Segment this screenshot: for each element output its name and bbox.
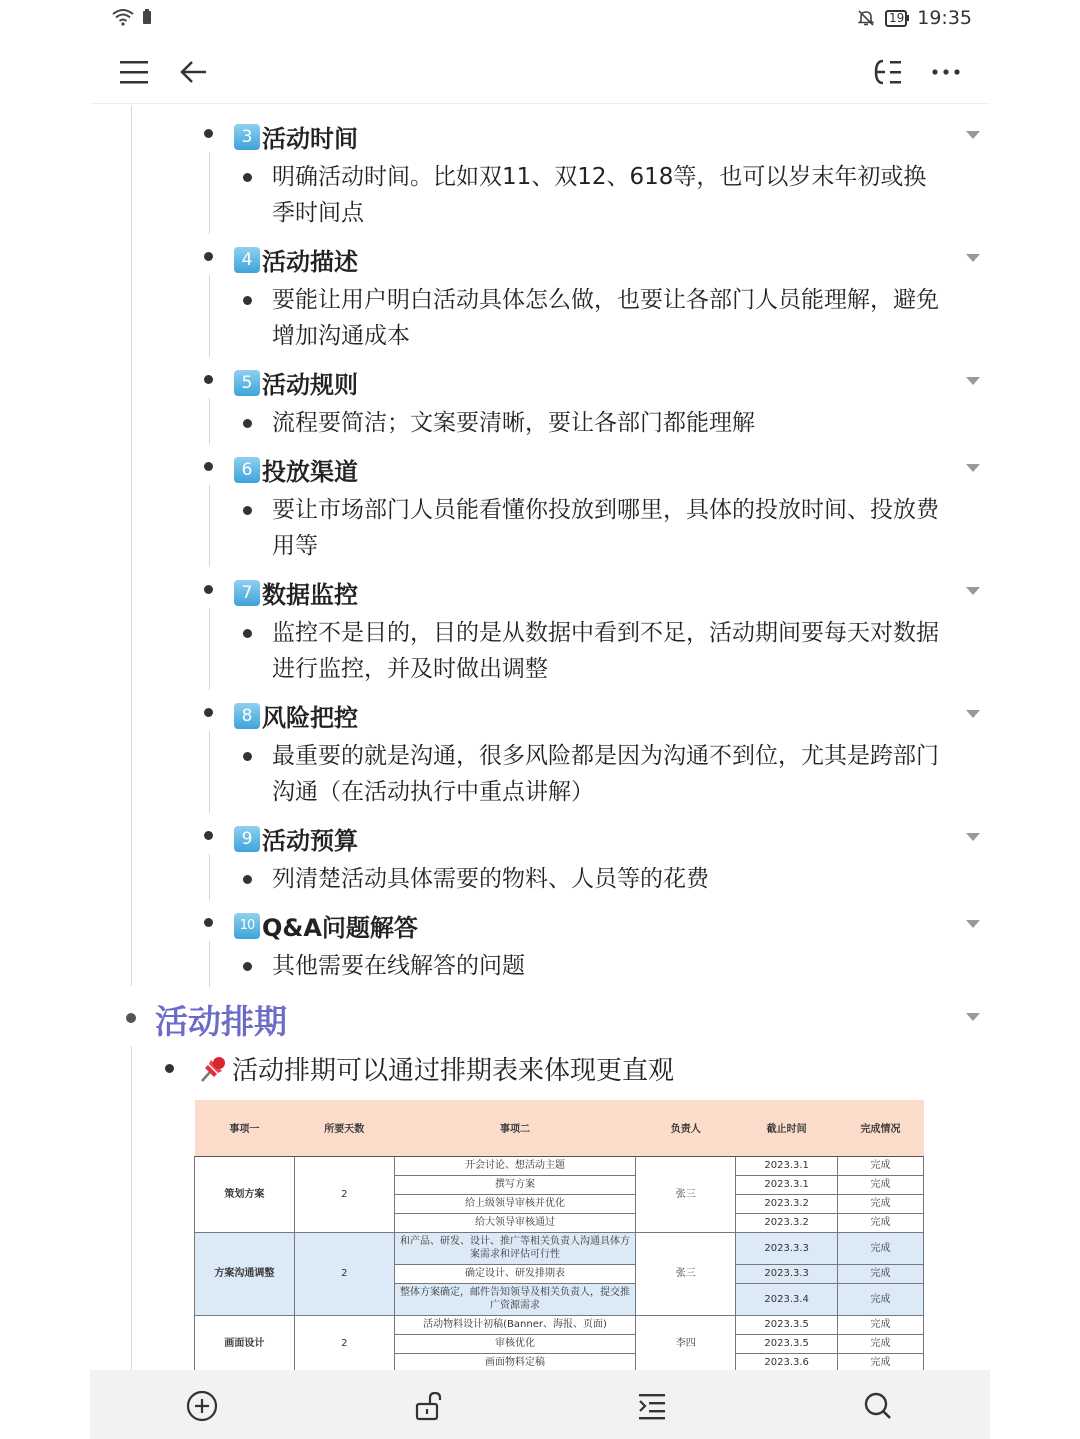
section-body[interactable]: 其他需要在线解答的问题 [272, 953, 525, 979]
keycap-8-icon: 8 [234, 703, 260, 729]
table-cell: 完成 [838, 1353, 924, 1370]
section-title-text: 投放渠道 [262, 458, 358, 486]
table-cell: 2023.3.6 [736, 1353, 838, 1370]
section-title-text: 活动预算 [262, 827, 358, 855]
outline-collapse-icon [873, 59, 903, 85]
table-cell: 撰写方案 [394, 1175, 636, 1194]
collapse-caret[interactable] [966, 464, 980, 472]
keycap-4-icon: 4 [234, 247, 260, 273]
sim-battery-icon [142, 9, 152, 25]
bullet [243, 875, 252, 884]
search-icon [863, 1391, 893, 1421]
bullet [243, 419, 252, 428]
section-title-channels[interactable] [234, 452, 358, 487]
collapse-caret[interactable] [966, 710, 980, 718]
table-cell: 完成 [838, 1315, 924, 1334]
header-cell: 截止时间 [736, 1100, 838, 1156]
bullet [165, 1064, 174, 1073]
bullet [243, 752, 252, 761]
collapse-caret[interactable] [966, 377, 980, 385]
collapse-caret[interactable] [966, 920, 980, 928]
section-title-text: 活动时间 [262, 125, 358, 153]
guide-line [209, 941, 210, 987]
collapse-caret[interactable] [966, 1013, 980, 1021]
header-cell: 所要天数 [294, 1100, 394, 1156]
table-cell: 完成 [838, 1334, 924, 1353]
bullet [204, 462, 213, 471]
plus-circle-icon [186, 1390, 218, 1422]
table-cell: 完成 [838, 1156, 924, 1175]
section-body[interactable]: 流程要简洁；文案要清晰，要让各部门都能理解 [272, 410, 755, 436]
bullet [243, 506, 252, 515]
back-button[interactable] [170, 48, 218, 96]
collapse-caret[interactable] [966, 131, 980, 139]
section-title-text: 活动描述 [262, 248, 358, 276]
table-cell: 完成 [838, 1175, 924, 1194]
bullet [204, 831, 213, 840]
table-cell: 2 [294, 1156, 394, 1232]
section-title-description[interactable] [234, 242, 358, 277]
table-cell: 张三 [636, 1156, 736, 1232]
section-title-monitoring[interactable] [234, 575, 358, 610]
guide-line [209, 485, 210, 567]
table-cell: 画面物料定稿 [394, 1353, 636, 1370]
top-toolbar [90, 40, 990, 104]
bullet [243, 296, 252, 305]
section-body[interactable]: 明确活动时间。比如双11、双12、618等，也可以岁末年初或换季时间点 [272, 164, 927, 226]
bullet [243, 629, 252, 638]
outline-format-button[interactable] [632, 1386, 672, 1426]
schedule-table [194, 1100, 928, 1370]
table-cell: 张三 [636, 1232, 736, 1315]
keycap-3-icon: 3 [234, 124, 260, 150]
battery-level: 19 [888, 10, 905, 25]
table-cell: 2023.3.4 [736, 1283, 838, 1315]
section-title-text: 风险把控 [262, 704, 358, 732]
unlock-button[interactable] [409, 1386, 449, 1426]
collapse-caret[interactable] [966, 587, 980, 595]
bullet [204, 129, 213, 138]
table-cell: 开会讨论、想活动主题 [394, 1156, 636, 1175]
table-cell: 2 [294, 1232, 394, 1315]
keycap-5-icon: 5 [234, 370, 260, 396]
header-cell: 完成情况 [838, 1100, 924, 1156]
bullet [204, 585, 213, 594]
schedule-note-text: 活动排期可以通过排期表来体现更直观 [232, 1056, 675, 1086]
section-title-rules[interactable] [234, 365, 358, 400]
table-cell: 2023.3.5 [736, 1334, 838, 1353]
search-button[interactable] [858, 1386, 898, 1426]
guide-line [209, 152, 210, 234]
header-cell: 负责人 [636, 1100, 736, 1156]
section-title-risk[interactable] [234, 698, 358, 733]
keycap-9-icon: 9 [234, 826, 260, 852]
table-cell: 李四 [636, 1315, 736, 1370]
table-cell: 完成 [838, 1232, 924, 1264]
bullet [243, 962, 252, 971]
guide-line [209, 608, 210, 690]
section-title-text: 活动规则 [262, 371, 358, 399]
table-cell: 给上级领导审核并优化 [394, 1194, 636, 1213]
bullet [204, 918, 213, 927]
section-body[interactable]: 监控不是目的，目的是从数据中看到不足，活动期间要每天对数据进行监控，并及时做出调整 [272, 620, 939, 682]
header-cell: 事项一 [195, 1100, 295, 1156]
schedule-note[interactable] [198, 1050, 674, 1087]
table-cell: 完成 [838, 1213, 924, 1232]
header-cell: 事项二 [394, 1100, 636, 1156]
bullet [126, 1013, 136, 1023]
guide-line [209, 398, 210, 444]
table-row [195, 1232, 924, 1264]
bullet [204, 375, 213, 384]
guide-line [209, 854, 210, 900]
menu-button[interactable] [110, 48, 158, 96]
app-frame [90, 0, 990, 1439]
section-body[interactable]: 列清楚活动具体需要的物料、人员等的花费 [272, 866, 709, 892]
outline-toggle-button[interactable] [864, 48, 912, 96]
outline-list-icon [637, 1391, 667, 1421]
table-cell: 2 [294, 1315, 394, 1370]
collapse-caret[interactable] [966, 833, 980, 841]
section-body[interactable]: 要能让用户明白活动具体怎么做，也要让各部门人员能理解，避免增加沟通成本 [272, 287, 939, 349]
table-cell: 2023.3.2 [736, 1213, 838, 1232]
bullet [204, 708, 213, 717]
table-cell: 审核优化 [394, 1334, 636, 1353]
level1-guide-line [131, 106, 132, 986]
bullet [204, 252, 213, 261]
wifi-icon [112, 8, 134, 26]
section-title-text: 数据监控 [262, 581, 358, 609]
section-body[interactable]: 最重要的就是沟通，很多风险都是因为沟通不到位，尤其是跨部门沟通（在活动执行中重点讲解） [272, 743, 939, 805]
schedule-heading[interactable]: 活动排期 [155, 1002, 287, 1041]
status-bar [90, 0, 990, 38]
table-cell: 2023.3.3 [736, 1232, 838, 1264]
status-time: 19:35 [917, 7, 972, 29]
table-cell: 给大领导审核通过 [394, 1213, 636, 1232]
table-row [195, 1315, 924, 1334]
table-cell: 完成 [838, 1264, 924, 1283]
keycap-6-icon: 6 [234, 457, 260, 483]
table-cell: 2023.3.3 [736, 1264, 838, 1283]
keycap-7-icon: 7 [234, 580, 260, 606]
table-cell: 2023.3.2 [736, 1194, 838, 1213]
section-title-budget[interactable] [234, 821, 358, 856]
arrow-left-icon [180, 60, 208, 84]
hamburger-icon [120, 60, 148, 84]
table-cell: 2023.3.5 [736, 1315, 838, 1334]
bullet [243, 173, 252, 182]
section-title-text: Q&A问题解答 [262, 914, 418, 942]
guide-line [209, 275, 210, 357]
table-cell: 完成 [838, 1194, 924, 1213]
table-cell: 策划方案 [195, 1156, 295, 1232]
table-cell: 和产品、研发、设计、推广等相关负责人沟通具体方案需求和评估可行性 [394, 1232, 636, 1264]
outline-content [90, 106, 990, 1370]
pushpin-icon [198, 1054, 228, 1084]
table-cell: 完成 [838, 1283, 924, 1315]
table-cell: 2023.3.1 [736, 1156, 838, 1175]
bottom-toolbar [90, 1370, 990, 1439]
table-cell: 画面设计 [195, 1315, 295, 1370]
table-cell: 方案沟通调整 [195, 1232, 295, 1315]
more-button[interactable] [922, 48, 970, 96]
guide-line [209, 731, 210, 813]
mute-bell-icon [857, 9, 875, 27]
level1-guide-line [131, 1046, 132, 1370]
table-cell: 确定设计、研发排期表 [394, 1264, 636, 1283]
add-node-button[interactable] [182, 1386, 222, 1426]
section-title-time[interactable] [234, 119, 358, 154]
section-body[interactable]: 要让市场部门人员能看懂你投放到哪里，具体的投放时间、投放费用等 [272, 497, 939, 559]
table-cell: 活动物料设计初稿(Banner、海报、页面) [394, 1315, 636, 1334]
keycap-10-icon: 10 [234, 913, 260, 939]
table-cell: 整体方案确定，邮件告知领导及相关负责人，提交推广资源需求 [394, 1283, 636, 1315]
more-dots-icon [932, 69, 960, 75]
battery-icon [885, 10, 907, 27]
section-title-qa[interactable] [234, 908, 418, 943]
unlock-icon [414, 1390, 444, 1422]
collapse-caret[interactable] [966, 254, 980, 262]
table-cell: 2023.3.1 [736, 1175, 838, 1194]
table-row [195, 1156, 924, 1175]
